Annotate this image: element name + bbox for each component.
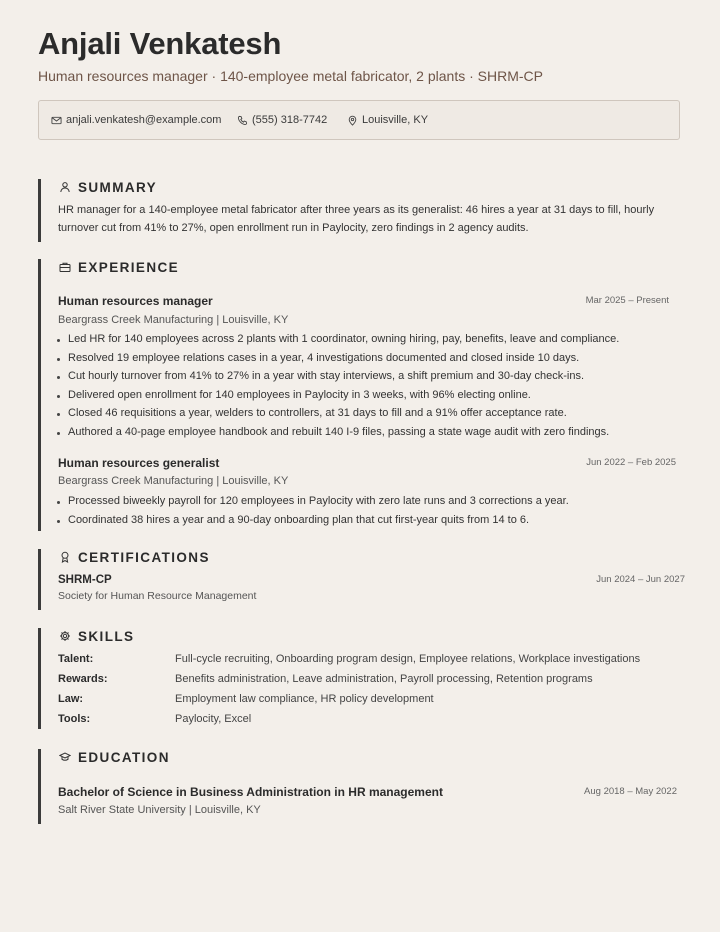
job-bullet: Closed 46 requisitions a year, welders to controllers, at 31 days to fill and a 91% offer acceptance rate. xyxy=(68,407,567,419)
skill-value: Full-cycle recruiting, Onboarding program design, Employee relations, Workplace investigations xyxy=(175,653,641,665)
cert-issuer: Society for Human Resource Management xyxy=(58,590,257,602)
skills-section xyxy=(38,628,701,729)
school-name: Salt River State University | Louisville, KY xyxy=(58,804,261,816)
contact-location xyxy=(347,112,428,128)
degree-title: Bachelor of Science in Business Administration in HR management xyxy=(58,785,443,799)
job-bullet: Processed biweekly payroll for 120 employees in Paylocity with zero late runs and 3 corrections a year. xyxy=(68,495,569,507)
skill-label: Rewards: xyxy=(58,673,108,685)
job-bullet: Authored a 40-page employee handbook and rebuilt 140 I-9 files, passing a state wage audit with zero findings. xyxy=(68,426,610,438)
award-icon xyxy=(59,551,71,563)
skill-value: Benefits administration, Leave administration, Payroll processing, Retention programs xyxy=(175,673,593,685)
location-text: Louisville, KY xyxy=(362,114,429,126)
skill-label: Talent: xyxy=(58,653,94,665)
education-heading: EDUCATION xyxy=(59,749,170,765)
summary-heading: SUMMARY xyxy=(59,179,157,195)
job-dates: Mar 2025 – Present xyxy=(585,295,669,306)
gear-icon xyxy=(59,630,71,642)
skill-value: Paylocity, Excel xyxy=(175,713,252,725)
job-company: Beargrass Creek Manufacturing | Louisville, KY xyxy=(58,475,289,487)
experience-section xyxy=(38,259,701,531)
phone-icon xyxy=(237,115,248,126)
skill-label: Law: xyxy=(58,693,84,705)
job-bullet: Led HR for 140 employees across 2 plants with 1 coordinator, owning hiring, pay, benefits, leave and compliance. xyxy=(68,333,620,345)
contact-phone[interactable] xyxy=(237,112,327,128)
email-text: anjali.venkatesh@example.com xyxy=(66,114,222,126)
contact-email[interactable] xyxy=(51,112,221,128)
certifications-section xyxy=(38,549,701,610)
headline: Human resources manager · 140-employee metal fabricator, 2 plants · SHRM-CP xyxy=(38,68,543,84)
job-bullet: Resolved 19 employee relations cases in a year, 4 investigations documented and closed inside 10 days. xyxy=(68,352,580,364)
candidate-name: Anjali Venkatesh xyxy=(38,26,282,61)
job-bullet: Cut hourly turnover from 41% to 27% in a year with stay interviews, a shift premium and 30-day check-ins. xyxy=(68,370,585,382)
contact-bar xyxy=(38,100,680,140)
graduation-cap-icon xyxy=(59,751,71,763)
mail-icon xyxy=(51,115,62,126)
job-title: Human resources manager xyxy=(58,294,213,308)
job-bullet: Delivered open enrollment for 140 employees in Paylocity in 3 weeks, with 96% electing online. xyxy=(68,389,531,401)
experience-heading: EXPERIENCE xyxy=(59,259,179,275)
job-dates: Jun 2022 – Feb 2025 xyxy=(586,457,676,468)
location-pin-icon xyxy=(347,115,358,126)
skills-heading: SKILLS xyxy=(59,628,134,644)
person-icon xyxy=(59,181,71,193)
education-section xyxy=(38,749,701,824)
phone-text: (555) 318-7742 xyxy=(252,114,328,126)
summary-text: HR manager for a 140-employee metal fabricator after three years as its generalist: 46 hires a year at 31 days to fill, hourly turnover cut from 41% to 27%, open enrollment run in Paylocity, zero findings in 2 agency audits. xyxy=(58,204,655,234)
skill-label: Tools: xyxy=(58,713,91,725)
cert-dates: Jun 2024 – Jun 2027 xyxy=(596,574,685,585)
certifications-heading: CERTIFICATIONS xyxy=(59,549,210,565)
job-bullet: Coordinated 38 hires a year and a 90-day onboarding plan that cut first-year quits from 14 to 6. xyxy=(68,514,530,526)
education-dates: Aug 2018 – May 2022 xyxy=(584,786,677,797)
job-title: Human resources generalist xyxy=(58,456,220,470)
job-company: Beargrass Creek Manufacturing | Louisville, KY xyxy=(58,314,289,326)
briefcase-icon xyxy=(59,261,71,273)
summary-section xyxy=(38,179,701,242)
cert-name: SHRM-CP xyxy=(58,574,112,586)
skill-value: Employment law compliance, HR policy development xyxy=(175,693,434,705)
